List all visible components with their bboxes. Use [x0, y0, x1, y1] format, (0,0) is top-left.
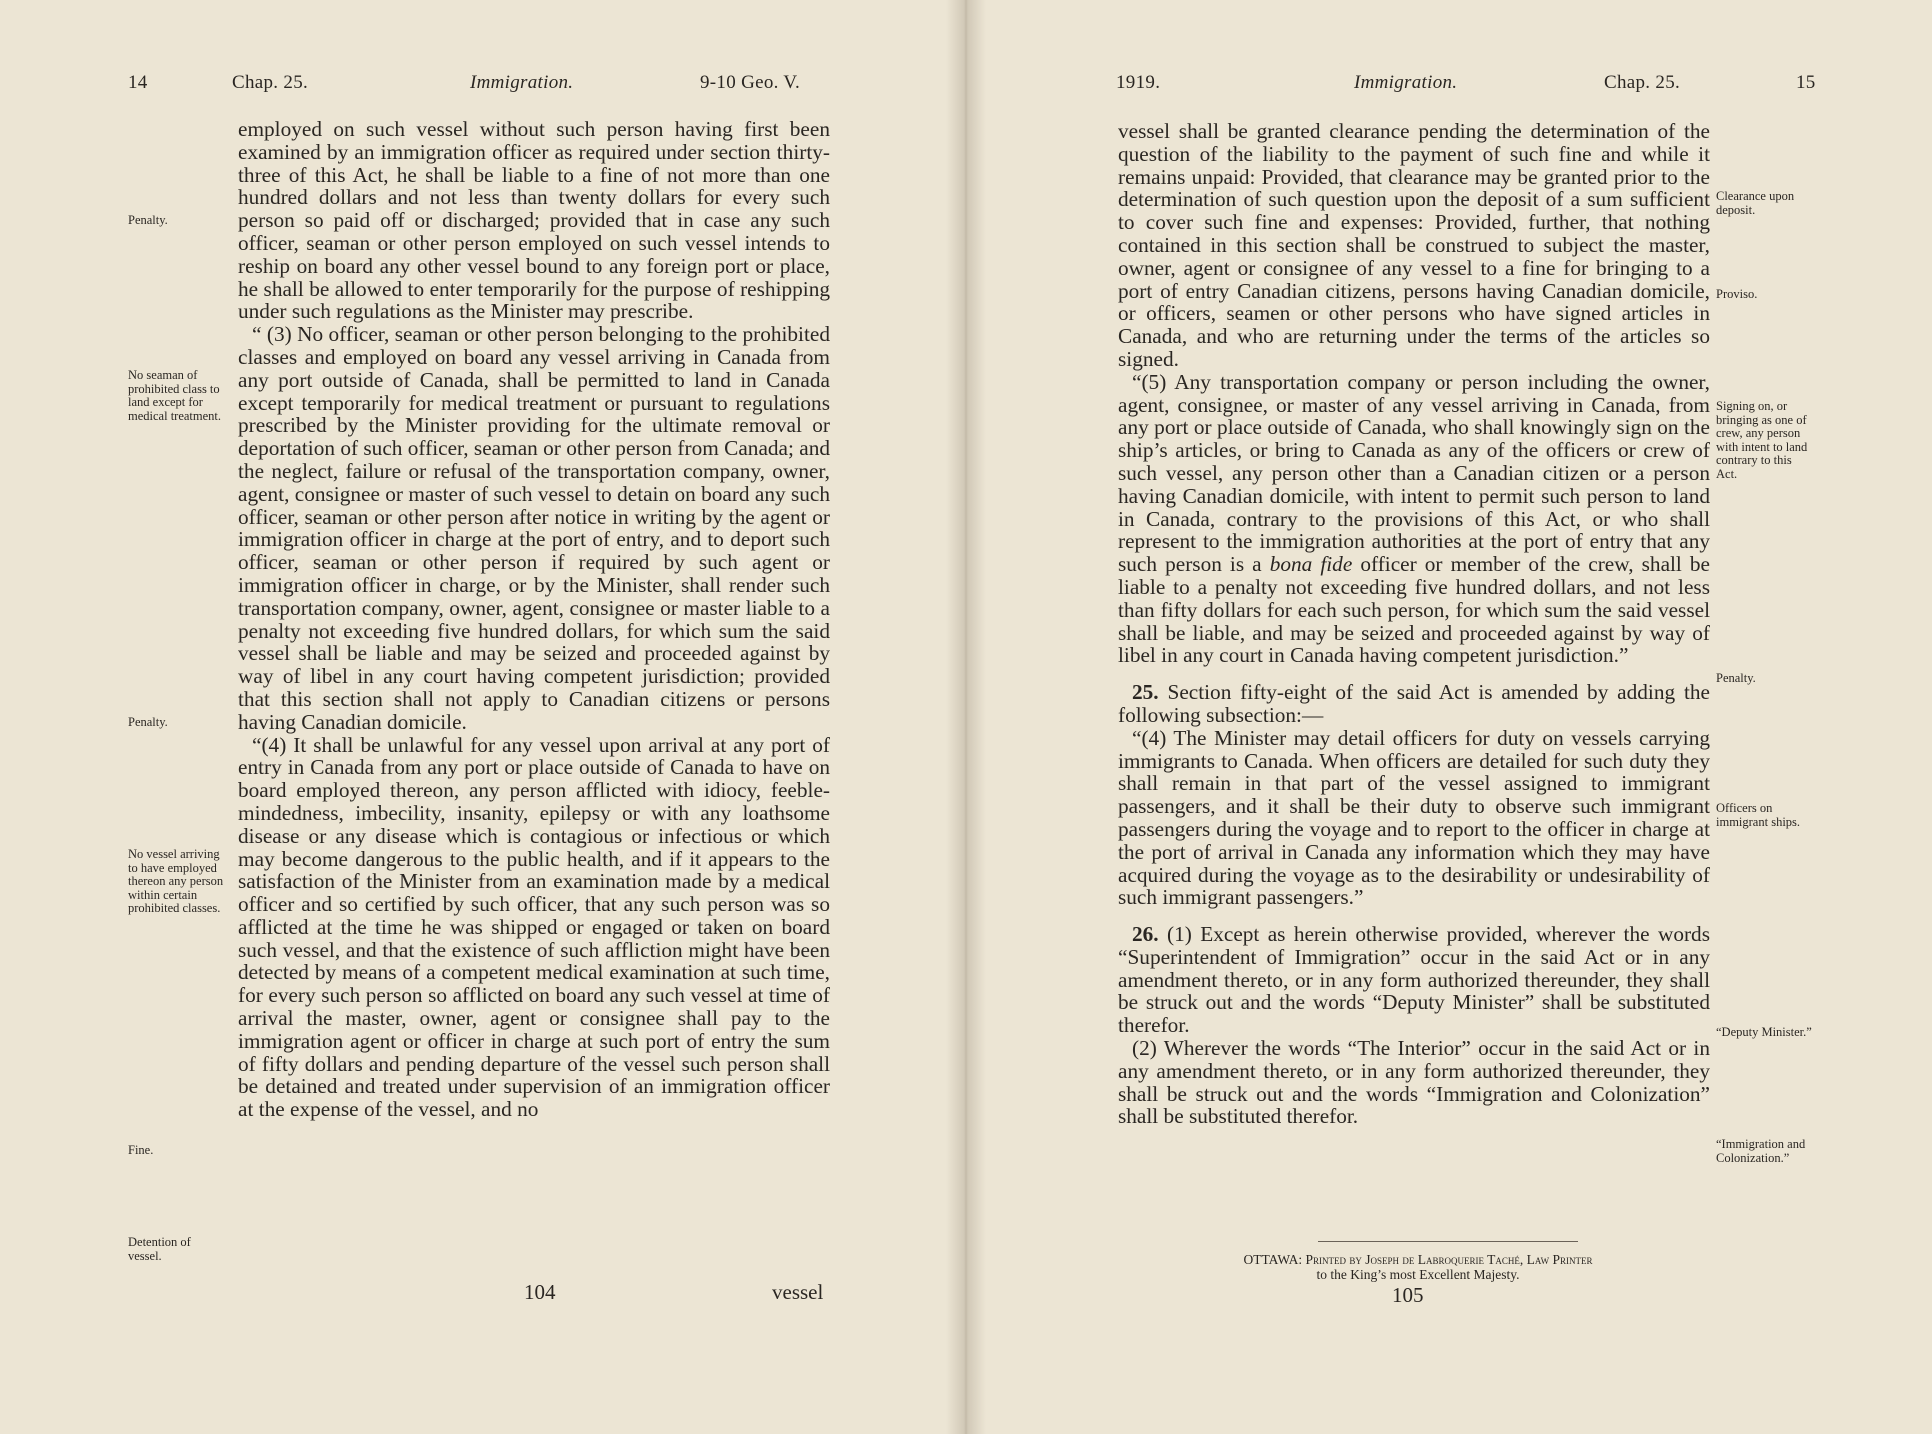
section-number: 26.: [1132, 922, 1159, 947]
section-26: 26. (1) Except as herein otherwise provided, wherever the words “Superintendent of Immigration” occur in the said Act or in any amendment thereto, or in any form authorized thereunder, they shall be struck out and the words “Deputy Minister” shall be substituted therefor.: [1118, 922, 1710, 1038]
right-chapter-label: Chap. 25.: [1604, 72, 1681, 93]
left-body-text: [238, 118, 830, 1121]
imprint-rule: [1318, 1241, 1578, 1242]
left-folio: 104: [524, 1280, 556, 1304]
right-page-number: 15: [1796, 72, 1816, 93]
right-year: 1919.: [1116, 72, 1161, 93]
left-paragraph-continued: employed on such vessel without such person having first been examined by an immigration officer as required under section thirty-three of this Act, he shall be liable to a fine of not more than one hundred dollars and not less than twenty dollars for every such person so paid off or discharged; provided that in case any such officer, seaman or other person employed on such vessel intends to reship on board any other vessel bound to any foreign port or place, he shall be allowed to enter temporarily for the purpose of reshipping under such regulations as the Minister may prescribe.: [238, 117, 830, 324]
right-paragraph-continued: vessel shall be granted clearance pending the determination of the question of the liability to the payment of such fine and while it remains unpaid: Provided, that clearance may be granted prior to the determination of such question upon the deposit of a sum sufficient to cover such fine and expenses: Provided, further, that nothing contained in this section shall be construed to subject the master, owner, agent or consignee of any vessel to a fine for bringing to a port of entry Canadian citizens, persons having Canadian domicile, or officers, seamen or other persons who have signed articles in Canada, and who are returning under the terms of the articles so signed.: [1118, 119, 1710, 371]
imprint-line: to the King’s most Excellent Majesty.: [1316, 1267, 1520, 1282]
right-margin-note: Officers on immigrant ships.: [1716, 801, 1801, 829]
left-catchword: vessel: [772, 1280, 824, 1304]
section-26-subsection-2: (2) Wherever the words “The Interior” occur in the said Act or in any amendment thereto, or in any form authorized thereunder, they shall be struck out and the words “Immigration and Colonization” shall be substituted therefor.: [1118, 1036, 1710, 1129]
right-running-title: Immigration.: [1354, 72, 1458, 93]
right-folio: 105: [1392, 1283, 1424, 1307]
left-margin-note: Penalty.: [128, 715, 168, 729]
right-margin-note: Penalty.: [1716, 671, 1756, 685]
right-margin-note: “Deputy Minister.”: [1716, 1025, 1812, 1039]
right-margin-note: Signing on, or bringing as one of crew, any person with intent to land contrary to this Act.: [1716, 399, 1808, 481]
right-margin-note: Clearance upon deposit.: [1716, 189, 1795, 217]
left-margin-note: Fine.: [128, 1143, 154, 1157]
section-25: 25. Section fifty-eight of the said Act is amended by adding the following subsection:—: [1118, 680, 1710, 727]
left-regnal-year: 9-10 Geo. V.: [700, 72, 801, 93]
right-margin-note: “Immigration and Colonization.”: [1716, 1137, 1806, 1165]
left-page-number: 14: [128, 72, 148, 93]
left-running-title: Immigration.: [470, 72, 574, 93]
section-number: 25.: [1132, 680, 1159, 705]
printer-imprint: [1128, 1252, 1708, 1282]
left-paragraph-subsection-3: “ (3) No officer, seaman or other person belonging to the prohibited classes and employed on board any vessel arriving in Canada from any port outside of Canada, shall be permitted to land in Canada except temporarily for medical treatment or pursuant to regulations prescribed by the Minister providing for the ultimate removal or deportation of such officer, seaman or other person from Canada; and the neglect, failure or refusal of the transportation company, owner, agent, consignee or master of such vessel to detain on board any such officer, seaman or other person after notice in writing by the agent or immigration officer in charge at the port of entry, and to deport such officer, seaman or other person if required by such agent or immigration officer in charge, or by the Minister, shall render such transportation company, owner, agent, consignee or master liable to a penalty not exceeding five hundred dollars, for which sum the said vessel shall be liable and may be seized and proceeded against by way of libel in any court having competent jurisdiction; provided that this section shall not apply to Canadian citizens or persons having Canadian domicile.: [238, 322, 830, 734]
right-paragraph-subsection-5: “(5) Any transportation company or person including the owner, agent, consignee, or master of any vessel arriving in Canada, from any port or place outside of Canada, who shall knowingly sign on the ship’s articles, or bring to Canada as any of the officers or crew of such vessel, any person other than a Canadian citizen or a person having Canadian domicile, with intent to permit such person to land in Canada, contrary to the provisions of this Act, or who shall represent to the immigration authorities at the port of entry that any such person is a bona fide officer or member of the crew, shall be liable to a penalty not exceeding five hundred dollars, and not less than fifty dollars for each such person, for which sum the said vessel shall be liable, and may be seized and proceeded against by way of libel in any court in Canada having competent jurisdiction.”: [1118, 369, 1711, 668]
right-body-text: [1118, 120, 1710, 1128]
right-margin-note: Proviso.: [1716, 287, 1758, 301]
left-paragraph-subsection-4: “(4) It shall be unlawful for any vessel upon arrival at any port of entry in Canada from any port or place outside of Canada to have on board employed thereon, any person afflicted with idiocy, feeble-mindedness, imbecility, insanity, epilepsy or with any loathsome disease or any disease which is contagious or infectious or which may become dangerous to the public health, and if it appears to the satisfaction of the Minister from an examination made by a medical officer and so certified by such officer, that any such person was so afflicted at the time he was shipped or engaged or taken on board such vessel, and that the existence of such affliction might have been detected by means of a competent medical examination at such time, for every such person so afflicted on board any such vessel at time of arrival the master, owner, agent or consignee shall pay to the immigration agent or officer in charge at such port of entry the sum of fifty dollars and pending departure of the vessel such person shall be detained and treated under supervision of an immigration officer at the expense of the vessel, and no: [238, 732, 830, 1122]
left-margin-note: Detention of vessel.: [128, 1235, 191, 1263]
section-25-subsection-4: “(4) The Minister may detail officers for duty on vessels carrying immigrants to Canada. When officers are detailed for such duty they shall remain in that part of the vessel assigned to immigrant passengers, and it shall be their duty to observe such immigrant passengers during the voyage and to report to the officer in charge at the port of arrival in Canada any information which they may have acquired during the voyage as to the desirability or undesirability of such immigrant passengers.”: [1118, 725, 1710, 910]
left-margin-note: No vessel arriving to have employed thereon any person within certain prohibited classes.: [128, 847, 224, 915]
book-gutter: [946, 0, 986, 1434]
imprint-line: OTTAWA: Printed by Joseph de Labroquerie Taché, Law Printer: [1243, 1252, 1593, 1267]
left-margin-note: Penalty.: [128, 213, 168, 227]
bona-fide-phrase: bona fide: [1269, 552, 1353, 577]
left-margin-note: No seaman of prohibited class to land except for medical treatment.: [128, 368, 222, 423]
left-chapter-label: Chap. 25.: [232, 72, 309, 93]
